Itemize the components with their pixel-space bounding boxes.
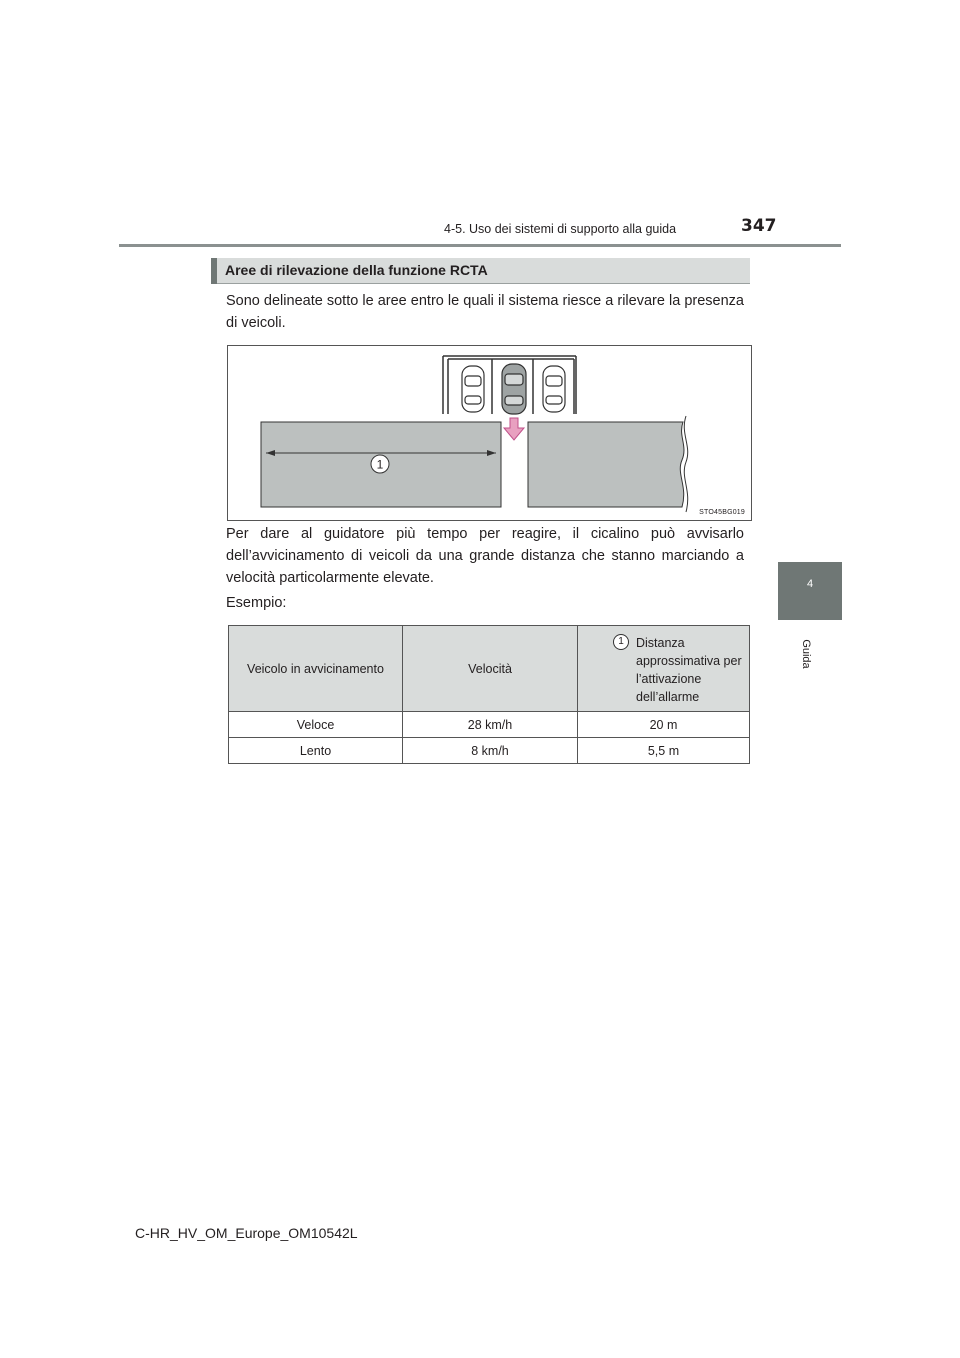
reversing-car [502,364,526,414]
document-footer: C-HR_HV_OM_Europe_OM10542L [135,1225,358,1241]
header-vehicle: Veicolo in avvicinamento [229,626,403,712]
header-section-title: 4-5. Uso dei sistemi di supporto alla guida [444,222,677,236]
header-speed: Velocità [403,626,578,712]
section-heading [211,258,750,284]
cell-speed: 8 km/h [403,738,578,764]
cell-vehicle: Veloce [229,712,403,738]
table-row [229,712,750,738]
chapter-tab-label [794,628,814,688]
intro-paragraph: Sono delineate sotto le aree entro le quali il sistema riesce a rilevare la presenza di veicoli. [226,293,744,331]
page-number: 347 [741,216,777,236]
detection-area-figure [227,345,752,521]
callout-number: 1 [376,457,384,472]
cell-speed: 28 km/h [403,712,578,738]
cell-vehicle: Lento [229,738,403,764]
cell-distance: 20 m [578,712,750,738]
alarm-distance-table [228,625,750,764]
example-label: Esempio: [226,595,287,611]
figure-code: STO45BG019 [699,509,745,516]
header-rule [119,244,841,247]
header-distance [578,626,750,712]
reverse-arrow-icon [504,418,524,440]
detection-area-right [528,422,684,507]
section-heading-text: Aree di rilevazione della funzione RCTA [225,262,488,278]
table-row [229,738,750,764]
table-header-row [229,626,750,712]
section-heading-bar [211,258,217,284]
chapter-tab-number: 4 [806,578,814,590]
cell-distance: 5,5 m [578,738,750,764]
body-paragraph: Per dare al guidatore più tempo per reagire, il cicalino può avvisarlo dell’avvicinamento di veicoli da una grande distanza che stanno marciando a velocità particolarmente elevate. [226,526,744,586]
header-callout: 1 [613,634,629,650]
parked-car-right [543,366,565,412]
detection-area-diagram [228,346,751,520]
header-distance-text: Distanza approssimativa per l’attivazione dell’allarme [636,636,742,704]
chapter-tab [778,562,842,620]
parked-car-left [462,366,484,412]
chapter-label-text: Guida [800,639,812,669]
